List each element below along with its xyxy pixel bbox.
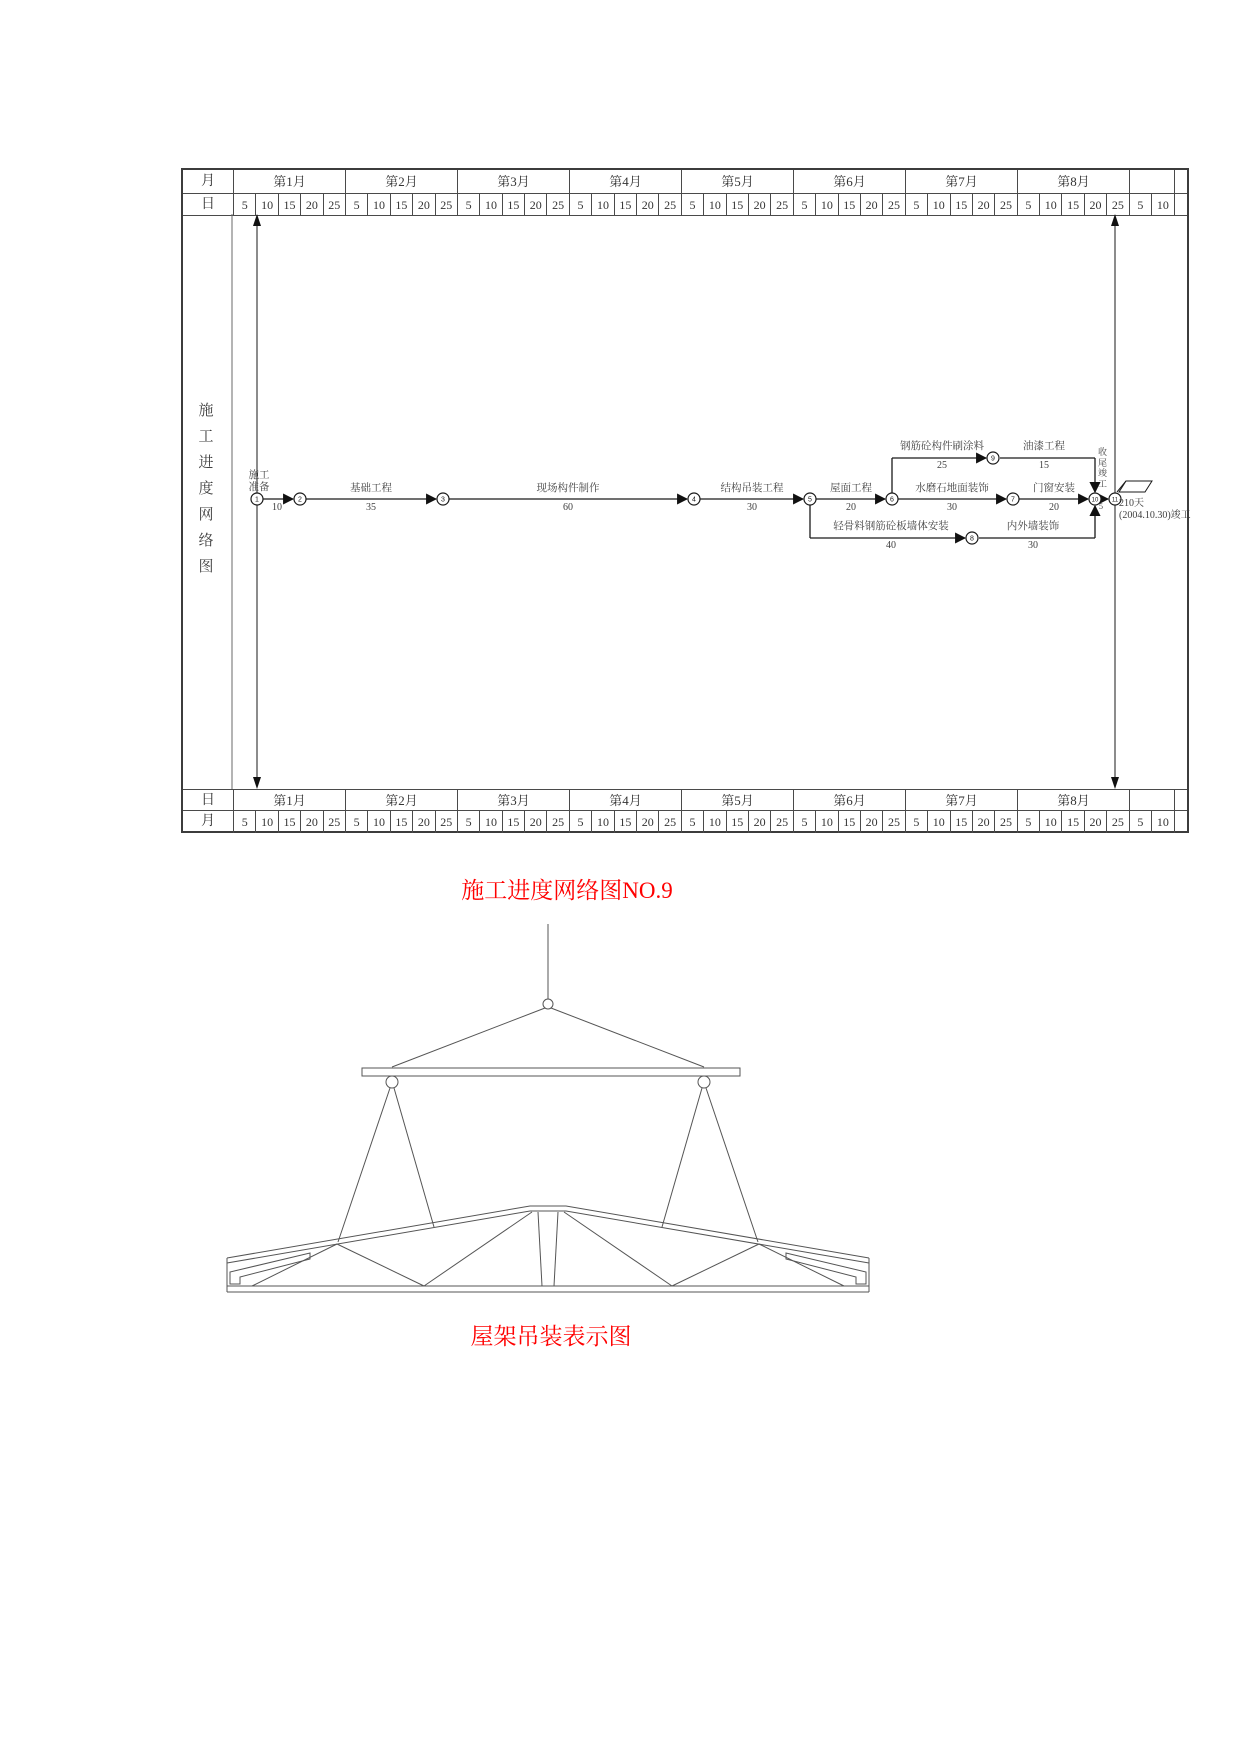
day-cell: 25 [995, 194, 1017, 215]
day-cell: 15 [615, 811, 637, 833]
node-number: 11 [1111, 497, 1119, 504]
day-cell: 20 [973, 194, 995, 215]
day-cell: 20 [749, 811, 771, 833]
node-number: 5 [808, 496, 812, 504]
crane-hook-ring [543, 999, 553, 1009]
activity-label: 基础工程 [350, 483, 392, 494]
day-row-label: 日 [183, 194, 234, 215]
day-cell: 20 [1085, 811, 1107, 833]
day-cells [234, 194, 1197, 215]
month-cell: 第2月 [346, 170, 458, 193]
day-cell: 25 [995, 811, 1017, 833]
day-cell: 20 [749, 194, 771, 215]
day-cell: 20 [861, 811, 883, 833]
day-cell: 5 [794, 811, 816, 833]
activity-label: 屋面工程 [830, 483, 872, 494]
month-cell: 第6月 [794, 170, 906, 193]
activity-duration: 35 [366, 502, 376, 513]
node-number: 10 [1091, 497, 1099, 504]
day-cell: 5 [794, 194, 816, 215]
day-cell: 25 [771, 194, 793, 215]
day-cell: 10 [1152, 811, 1175, 833]
day-cell: 20 [861, 194, 883, 215]
activity-label-finishing: 收尾竣工 [1097, 447, 1107, 489]
day-cell: 25 [324, 811, 346, 833]
day-cell: 10 [256, 811, 278, 833]
day-cell: 15 [391, 811, 413, 833]
activity-duration: 20 [846, 502, 856, 513]
day-cell: 10 [816, 194, 838, 215]
activity-duration: 30 [1028, 540, 1038, 551]
activity-duration: 15 [1039, 460, 1049, 471]
day-cell: 20 [525, 811, 547, 833]
day-cell: 25 [771, 811, 793, 833]
month-cell: 第3月 [458, 170, 570, 193]
day-cell: 10 [592, 811, 614, 833]
day-cell: 15 [503, 194, 525, 215]
chart-vertical-title: 施工进度网络图 [198, 403, 214, 575]
day-cell: 20 [301, 194, 323, 215]
day-cell: 15 [1062, 194, 1084, 215]
calendar-top-month-row [183, 170, 1187, 194]
day-cell: 25 [436, 194, 458, 215]
month-row-label: 月 [183, 170, 234, 193]
calendar-top-day-row [183, 194, 1187, 216]
day-cell: 5 [570, 811, 592, 833]
day-cell: 10 [816, 811, 838, 833]
day-cell: 5 [234, 194, 256, 215]
activity-label: 施工准备 [248, 470, 270, 493]
day-cell: 10 [928, 194, 950, 215]
activity-duration: 5 [1099, 502, 1103, 511]
activity-duration: 40 [886, 540, 896, 551]
finish-flag-icon [1119, 481, 1152, 492]
day-cell: 5 [1130, 811, 1153, 833]
month-cell: 第4月 [570, 790, 682, 810]
month-cell: 第7月 [906, 170, 1018, 193]
day-trailing-cell [1175, 811, 1197, 833]
month-trailing-cell [1175, 790, 1241, 810]
day-cell: 15 [951, 194, 973, 215]
day-cell: 5 [1018, 194, 1040, 215]
day-cell: 25 [1107, 811, 1129, 833]
truss-end-block-left [230, 1253, 310, 1284]
day-cell: 5 [1018, 811, 1040, 833]
month-cell: 第5月 [682, 790, 794, 810]
node-number: 2 [298, 496, 302, 504]
total-duration-note: 210天 [1119, 498, 1144, 509]
month-cell: 第4月 [570, 170, 682, 193]
day-cell: 25 [1107, 194, 1129, 215]
node-number: 8 [970, 535, 974, 543]
day-cell: 25 [883, 194, 905, 215]
day-cell: 10 [1040, 194, 1062, 215]
day-cell: 10 [368, 194, 390, 215]
month-cell: 第8月 [1018, 790, 1130, 810]
month-cell: 第1月 [234, 170, 346, 193]
day-cell: 5 [458, 811, 480, 833]
calendar-bottom-day-row [183, 811, 1187, 833]
spreader-beam [362, 1068, 740, 1076]
activity-duration: 20 [1049, 502, 1059, 513]
day-cell: 10 [368, 811, 390, 833]
day-cell: 5 [906, 811, 928, 833]
day-cell: 5 [346, 811, 368, 833]
month-extra-cell [1130, 170, 1175, 193]
month-cell: 第5月 [682, 170, 794, 193]
day-cell: 25 [547, 811, 569, 833]
network-diagram-caption: 施工进度网络图NO.9 [461, 878, 673, 903]
month-extra-cell [1130, 790, 1175, 810]
day-cell: 20 [525, 194, 547, 215]
day-cell: 10 [480, 811, 502, 833]
month-cell: 第7月 [906, 790, 1018, 810]
activity-label: 钢筋砼构件刷涂料 [900, 441, 984, 452]
activity-label: 结构吊装工程 [720, 483, 784, 494]
node-number: 3 [441, 496, 445, 504]
day-cell: 20 [973, 811, 995, 833]
day-cell: 25 [883, 811, 905, 833]
node-number: 9 [991, 455, 995, 463]
day-cell: 15 [727, 811, 749, 833]
activity-duration: 30 [747, 502, 757, 513]
day-cell: 5 [458, 194, 480, 215]
day-cell: 5 [682, 811, 704, 833]
day-cell: 15 [1062, 811, 1084, 833]
truss-lifting-figure [0, 915, 1241, 1315]
day-cell: 10 [704, 194, 726, 215]
day-cell: 5 [346, 194, 368, 215]
day-cell: 15 [503, 811, 525, 833]
day-cell: 5 [1130, 194, 1153, 215]
day-cell: 15 [839, 811, 861, 833]
node-number: 7 [1011, 496, 1015, 504]
network-diagram-canvas [181, 214, 1189, 789]
month-cells [234, 170, 1241, 193]
activity-duration: 60 [563, 502, 573, 513]
month-cell: 第1月 [234, 790, 346, 810]
day-cell: 15 [279, 194, 301, 215]
month-cell: 第6月 [794, 790, 906, 810]
bottom-second-row-label: 月 [183, 811, 234, 833]
day-cell: 10 [704, 811, 726, 833]
day-cell: 15 [839, 194, 861, 215]
day-cell: 20 [637, 194, 659, 215]
day-cell: 20 [413, 194, 435, 215]
day-cell: 25 [324, 194, 346, 215]
day-cell: 5 [234, 811, 256, 833]
completion-date-note: (2004.10.30)竣工 [1119, 510, 1191, 521]
day-cell: 10 [1152, 194, 1175, 215]
day-cell: 20 [413, 811, 435, 833]
calendar-bottom-month-row [183, 789, 1187, 811]
month-cell: 第3月 [458, 790, 570, 810]
day-cell: 25 [547, 194, 569, 215]
node-number: 6 [890, 496, 894, 504]
month-cells [234, 790, 1241, 810]
day-cells [234, 811, 1197, 833]
day-cell: 15 [727, 194, 749, 215]
day-cell: 20 [1085, 194, 1107, 215]
activity-label: 轻骨料钢筋砼板墙体安装 [833, 521, 949, 532]
day-cell: 20 [301, 811, 323, 833]
sling-ring-left [386, 1076, 398, 1088]
day-cell: 15 [391, 194, 413, 215]
day-trailing-cell [1175, 194, 1197, 215]
activity-label: 水磨石地面装饰 [915, 483, 989, 494]
sling-ring-right [698, 1076, 710, 1088]
day-cell: 5 [682, 194, 704, 215]
day-cell: 20 [637, 811, 659, 833]
activity-label: 现场构件制作 [536, 483, 600, 494]
day-cell: 10 [480, 194, 502, 215]
day-cell: 10 [592, 194, 614, 215]
day-cell: 25 [436, 811, 458, 833]
day-cell: 10 [1040, 811, 1062, 833]
bottom-first-row-label: 日 [183, 790, 234, 810]
month-trailing-cell [1175, 170, 1241, 193]
day-cell: 5 [570, 194, 592, 215]
day-cell: 10 [928, 811, 950, 833]
activity-duration: 30 [947, 502, 957, 513]
activity-label: 门窗安装 [1033, 483, 1075, 494]
day-cell: 15 [615, 194, 637, 215]
node-number: 1 [255, 496, 259, 504]
day-cell: 10 [256, 194, 278, 215]
truss-diagram-caption: 屋架吊装表示图 [470, 1324, 632, 1349]
month-cell: 第8月 [1018, 170, 1130, 193]
day-cell: 15 [279, 811, 301, 833]
day-cell: 15 [951, 811, 973, 833]
activity-label: 内外墙装饰 [1006, 521, 1060, 532]
day-cell: 25 [659, 811, 681, 833]
truss-end-block-right [786, 1253, 866, 1284]
day-cell: 5 [906, 194, 928, 215]
activity-duration: 25 [937, 460, 947, 471]
month-cell: 第2月 [346, 790, 458, 810]
activity-label: 油漆工程 [1023, 441, 1065, 452]
node-number: 4 [692, 496, 696, 504]
day-cell: 25 [659, 194, 681, 215]
activity-duration: 10 [272, 502, 282, 513]
